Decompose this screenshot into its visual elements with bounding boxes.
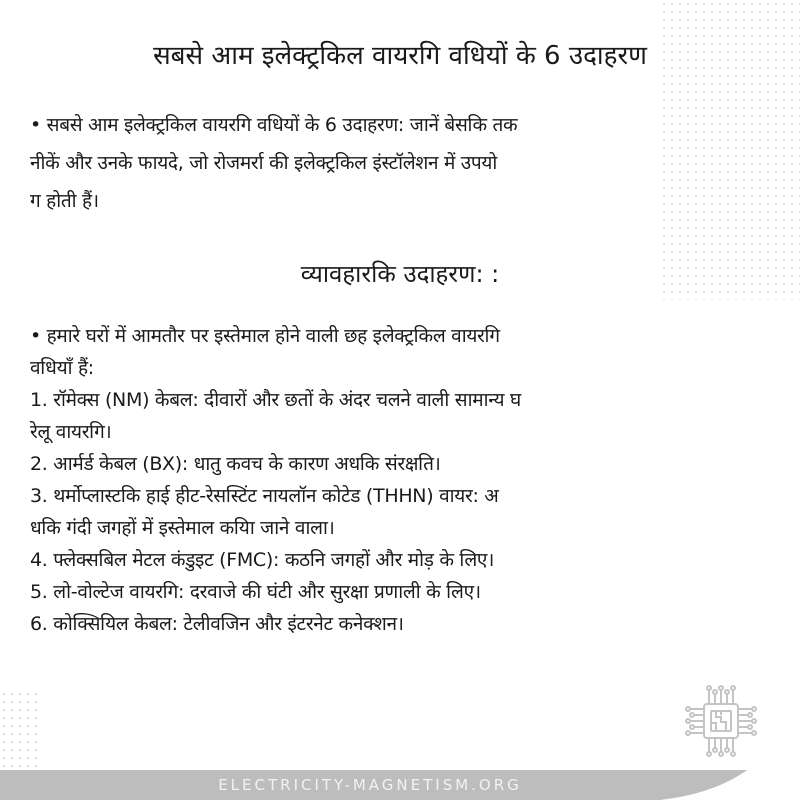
page-title: सबसे आम इलेक्ट्रकिल वायरगि वधियों के 6 उदाहरण	[153, 41, 647, 71]
intro-line: नीकें और उनके फायदे, जो रोजमर्रा की इलेक्ट्रकिल इंस्टॉलेशन में उपयो	[30, 152, 498, 174]
body-line: 5. लो-वोल्टेज वायरगि: दरवाजे की घंटी और सुरक्षा प्रणाली के लिए।	[30, 581, 481, 603]
body-line: • हमारे घरों में आमतौर पर इस्तेमाल होने वाली छह इलेक्ट्रकिल वायरगि	[30, 325, 500, 347]
body-line: वधियाँ हैं:	[30, 357, 94, 379]
body-line: 6. कोक्सियिल केबल: टेलीवजिन और इंटरनेट कनेक्शन।	[30, 613, 404, 635]
dot-pattern	[0, 690, 40, 770]
body-line: 1. रॉमेक्स (NM) केबल: दीवारों और छतों के अंदर चलने वाली सामान्य घ	[30, 389, 521, 411]
body-line: 3. थर्मोप्लास्टकि हाई हीट-रेसस्टिंट नायलॉन कोटेड (THHN) वायर: अ	[30, 485, 499, 507]
body-line: रेलू वायरगि।	[30, 421, 112, 443]
footer-website: ELECTRICITY-MAGNETISM.ORG	[218, 776, 522, 794]
intro-line: • सबसे आम इलेक्ट्रकिल वायरगि वधियों के 6 उदाहरण: जानें बेसकि तक	[30, 114, 518, 136]
section-heading: व्यावहारकि उदाहरण: :	[300, 260, 500, 288]
examples-list	[30, 320, 770, 640]
body-line: 4. फ्लेक्सबिल मेटल कंडुइट (FMC): कठनि जगहों और मोड़ के लिए।	[30, 549, 495, 571]
intro-paragraph	[30, 106, 770, 220]
circuit-chip-icon	[676, 676, 766, 766]
body-line: 2. आर्मर्ड केबल (BX): धातु कवच के कारण अधकि संरक्षति।	[30, 453, 441, 475]
intro-line: ग होती हैं।	[30, 190, 99, 212]
body-line: धकि गंदी जगहों में इस्तेमाल कयिा जाने वाला।	[30, 517, 335, 539]
